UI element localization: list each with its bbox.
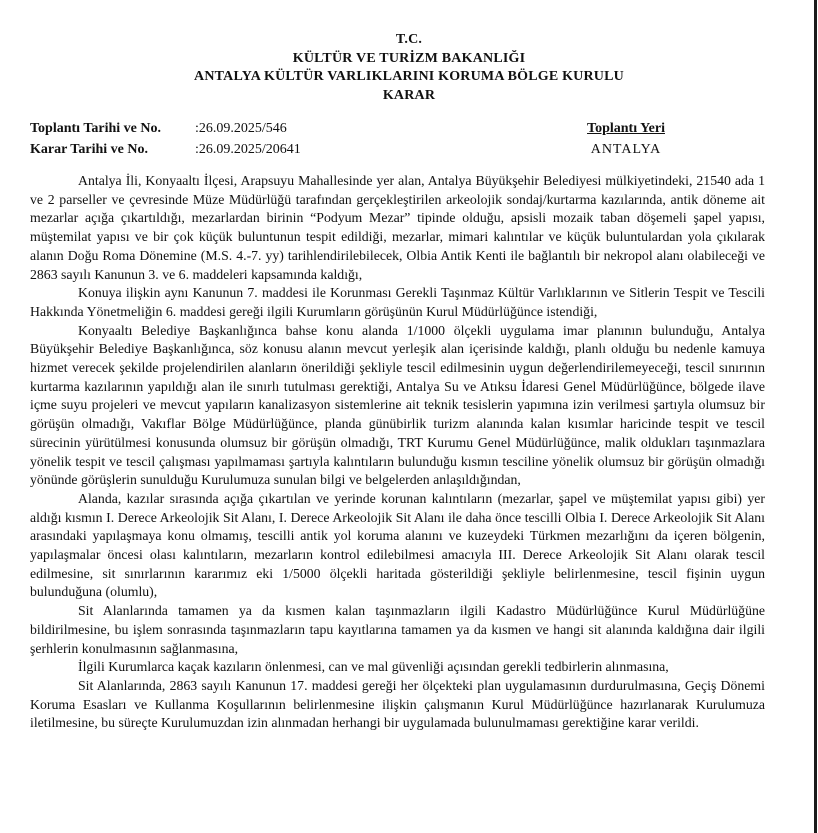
paragraph-findings: Antalya İli, Konyaaltı İlçesi, Arapsuyu Mahallesinde yer alan, Antalya Büyükşehir Belediyesi mülkiyetindeki, 21540 ada 1 ve 2 parseller ve çevresinde Müze Müdürlüğü tarafından gerçekleştirilen arkeolojik sondaj/kurtarma kazılarında, antik döneme ait mezarlar açığa çıkartıldığı, mezarlardan birinin “Podyum Mezar” tipinde olduğu, apsisli mozaik taban döşemeli şapel yapısı, müştemilat yapısı ve bir çok küçük buluntunun tespit edildiği, mezarlar, mimari kalıntılar ve küçük buluntulardan yola çıkılarak alanın Doğu Roma Dönemine (M.S. 4.-7. yy) tarihlendirilebilecek, Olbia Antik Kenti ile bağlantılı bir nekropol alanı olabileceği ve 2863 sayılı Kanunun 3. ve 6. maddeleri kapsamında kaldığı, — [30, 173, 765, 282]
paragraph-illegal-excavation: İlgili Kurumlarca kaçak kazıların önlenmesi, can ve mal güvenliği açısından gerekli tedbirlerin alınmasına, — [78, 659, 669, 675]
decision-date-label: Karar Tarihi ve No. — [30, 142, 148, 157]
document-header — [0, 0, 818, 105]
paragraph-cadastre-notification: Sit Alanlarında tamamen ya da kısmen kalan taşınmazların ilgili Kadastro Müdürlüğünce Kurul Müdürlüğüne bildirilmesine, bu işlem sonrasında taşınmazların tapu kayıtlarına tamamen ya da kısmen ve hangi sit alanında kaldığına dair ilgili şerhlerin konulmasının sağlanmasına, — [30, 603, 765, 656]
scan-edge-line — [814, 0, 817, 833]
header-line-tc: T.C. — [395, 32, 423, 47]
header-line-board: ANTALYA KÜLTÜR VARLIKLARINI KORUMA BÖLGE KURULU — [194, 69, 624, 84]
paragraph-legal-basis: Konuya ilişkin aynı Kanunun 7. maddesi ile Korunması Gerekli Taşınmaz Kültür Varlıklarının ve Sitlerin Tespit ve Tescili Hakkında Yönetmeliğin 6. maddesi gereği ilgili Kurumların görüşünün Kurul Müdürlüğünce istendiği, — [30, 285, 765, 319]
header-line-ministry: KÜLTÜR VE TURİZM BAKANLIĞI — [292, 50, 526, 66]
decision-body — [30, 172, 765, 733]
meeting-place-label: Toplantı Yeri — [587, 121, 665, 136]
meeting-date-label: Toplantı Tarihi ve No. — [30, 121, 161, 136]
header-line-karar: KARAR — [382, 87, 436, 103]
meeting-place-block — [568, 118, 684, 160]
paragraph-plan-suspension: Sit Alanlarında, 2863 sayılı Kanunun 17. maddesi gereği her ölçekteki plan uygulamasının durdurulmasına, Geçiş Dönemi Koruma Esasları ve Kullanma Koşullarının belirlenmesine ilişkin çalışmanın Kurul Müdürlüğünce hazırlanarak Kurulumuza iletilmesine, bu süreçte Kurulumuzdan izin alınmadan herhangi bir uygulamada bulunulmaması gerektiğine karar verildi. — [30, 677, 765, 731]
decision-date-value: :26.09.2025/20641 — [195, 142, 301, 157]
paragraph-site-registration: Alanda, kazılar sırasında açığa çıkartılan ve yerinde korunan kalıntıların (mezarlar, şapel ve müştemilat yapısı gibi) yer aldığı kısmın I. Derece Arkeolojik Sit Alanı, I. Derece Arkeolojik Sit Alanı ile daha önce tescilli Olbia I. Derece Arkeolojik Sit Alanı arasındaki yapılaşmaya konu olmamış, tescilli antik yol koruma alanını ve kuzeydeki Türkmen mezarlığını da içeren bölgenin, yapılaşmalar öncesi olası kalıntıların, mezarların kontrol edilebilmesi amacıyla III. Derece Arkeolojik Sit Alanı olarak tescil edilmesine, sit sınırlarının kararımız eki 1/5000 ölçekli haritada gösterildiği şekliyle belirlenmesine, tescil fişinin uygun bulunduğuna (olumlu), — [30, 490, 765, 600]
meeting-place-value: ANTALYA — [590, 142, 662, 157]
meta-section — [30, 118, 788, 162]
meeting-date-value: :26.09.2025/546 — [195, 121, 287, 136]
paragraph-institution-opinions: Konyaaltı Belediye Başkanlığınca bahse konu alanda 1/1000 ölçekli uygulama imar planının bulunduğu, Antalya Büyükşehir Belediye Başkanlığınca, söz konusu alanın mevcut yerleşik alan içerisinde kaldığı, planlı olduğu bu nedenle kamuya hizmet verecek şekilde projelendirilen alanların önerildiği şekliyle tescil edilmesinin uygun değerlendirilemeyeceği, tescil sınırının kurtarma kazılarının yapıldığı alan ile sınırlı tutulması gerektiği, Antalya Su ve Atıksu İdaresi Genel Müdürlüğünce, bölgede ilave içme suyu projeleri ve mevcut yapıların kanalizasyon sistemlerine ait teknik tesislerin yapımına izin verilmesi şartıyla olumsuz bir görüşün olmadığı, Vakıflar Bölge Müdürlüğünce, planda günübirlik turizm alanında kalan kısımlar haricinde tespit ve tescil sürecinin yürütülmesi konusunda olumsuz bir görüşün olmadığı, TRT Kurumu Genel Müdürlüğünce, malik oldukları taşınmazlara yönelik tespit ve tescil çalışması yapılmaması şartıyla kalıntıların bulunduğu kısmın tesciline yönelik olumsuz bir görüşün olmadığı yönünde görüşlerin sunulduğu Kurulumuza sunulan bilgi ve belgelerden anlaşıldığından, — [30, 322, 765, 488]
